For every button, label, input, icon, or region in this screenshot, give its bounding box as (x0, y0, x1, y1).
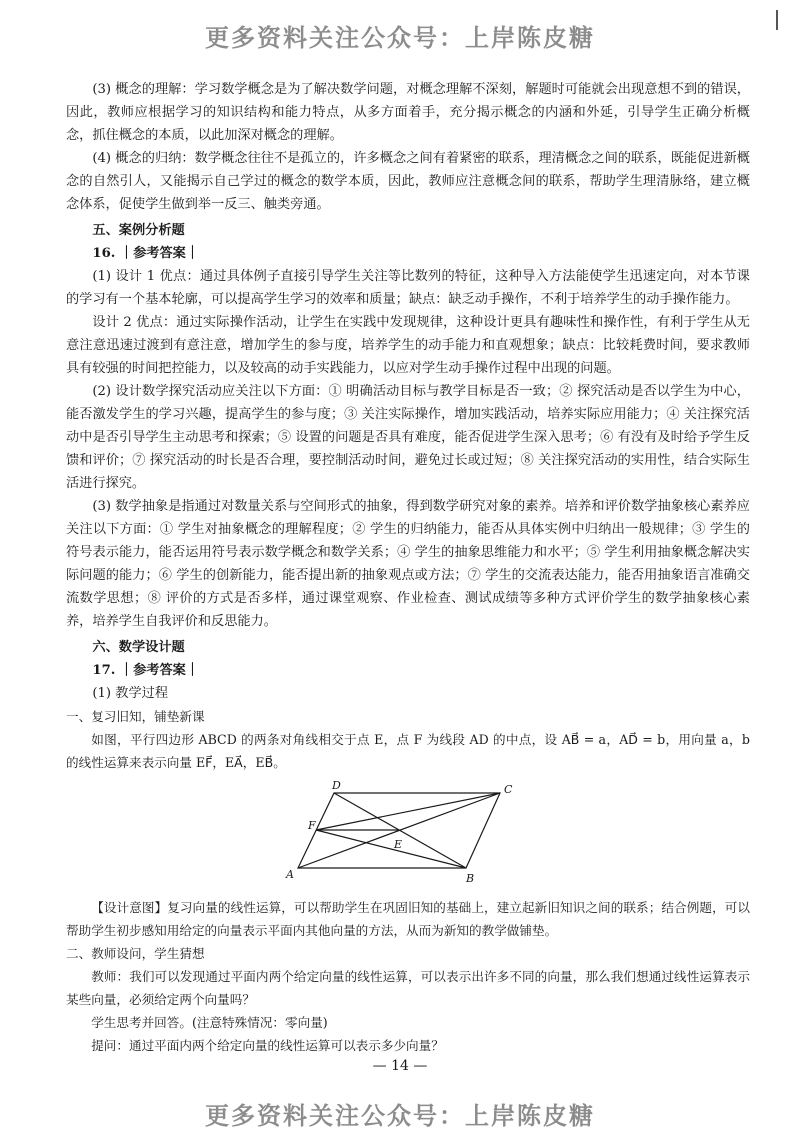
label-a: A (286, 868, 294, 881)
subheading-review: 一、复习旧知，铺垫新课 (66, 709, 205, 724)
parallelogram-figure (66, 778, 750, 890)
answer-label-16: 16. ｜参考答案｜ (92, 246, 200, 261)
paragraph-design-2: 设计 2 优点：通过实际操作活动，让学生在实践中发现规律，这种设计更具有趣味性和操作性，有利于学生从无意注意迅速过渡到有意注意，增加学生的参与度，培养学生的动手能力和直观想象；缺点：比较耗费时间，要求教师具有较强的时间把控能力，以及较高的动手实践能力，以应对学生动手操作过程中出现的问题。 (66, 315, 750, 376)
paragraph-example-problem: 如图，平行四边形 ABCD 的两条对角线相交于点 E，点 F 为线段 AD 的中点，设 AB⃗ = a，AD⃗ = b，用向量 a，b 的线性运算来表示向量 EF⃗，EA⃗，EB⃗。 (66, 732, 750, 770)
segment-fb (316, 830, 466, 868)
paragraph-exploration-activity: (2) 设计数学探究活动应关注以下方面：① 明确活动目标与教学目标是否一致；② 探究活动是否以学生为中心，能否激发学生的学习兴趣，提高学生的参与度；③ 关注实际操作，增加实践活动，培养实际应用能力；④ 关注探究活动中是否引导学生主动思考和探索；⑤ 设置的问题是否具有难度，能否促进学生深入思考；⑥ 有没有及时给予学生反馈和评价；⑦ 探究活动的时长是否合理，要控制活动时间，避免过长或过短；⑧ 关注探究活动的实用性，结合实际生活进行探究。 (66, 384, 750, 491)
label-b: B (466, 872, 475, 885)
paragraph-design-intent: 【设计意图】复习向量的线性运算，可以帮助学生在巩固旧知的基础上，建立起新旧知识之间的联系；结合例题，可以帮助学生初步感知用给定的向量表示平面内其他向量的方法，从而为新知的教学做铺垫。 (66, 900, 750, 938)
label-c: C (504, 783, 513, 796)
paragraph-design-1: (1) 设计 1 优点：通过具体例子直接引导学生关注等比数列的特征，这种导入方法能使学生迅速定向，对本节课的学习有一个基本轮廓，可以提高学生学习的效率和质量；缺点：缺乏动手操作，不利于培养学生的动手操作能力。 (66, 269, 750, 307)
watermark-top: 更多资料关注公众号：上岸陈皮糖 (205, 24, 595, 52)
section-heading-case-analysis: 五、案例分析题 (92, 223, 185, 238)
paragraph-concept-understanding: (3) 概念的理解：学习数学概念是为了解决数学问题，对概念理解不深刻，解题时可能就会出现意想不到的错误，因此，教师应根据学习的知识结构和能力特点，从多方面着手，充分揭示概念的内涵和外延，引导学生正确分析概念，抓住概念的本质，以此加深对概念的理解。 (66, 82, 750, 143)
paragraph-question: 提问：通过平面内两个给定向量的线性运算可以表示多少向量？ (91, 1038, 444, 1053)
label-f: F (308, 819, 316, 832)
label-e: E (394, 838, 403, 851)
paragraph-math-abstraction: (3) 数学抽象是指通过对数量关系与空间形式的抽象，得到数学研究对象的素养。培养和评价数学抽象核心素养应关注以下方面：① 学生对抽象概念的理解程度；② 学生的归纳能力，能否从具体实例中归纳出一般规律；③ 学生的符号表示能力，能否运用符号表示数学概念和数学关系；④ 学生的抽象思维能力和水平；⑤ 学生利用抽象概念解决实际问题的能力；⑥ 学生的创新能力，能否提出新的抽象观点或方法；⑦ 学生的交流表达能力，能否用抽象语言准确交流数学思想；⑧ 评价的方式是否多样，通过课堂观察、作业检查、测试成绩等多种方式评价学生的数学抽象核心素养，培养学生自我评价和反思能力。 (66, 499, 750, 629)
paragraph-teacher-prompt: 教师：我们可以发现通过平面内两个给定向量的线性运算，可以表示出许多不同的向量，那么我们想通过线性运算表示某些向量，必须给定两个向量吗？ (66, 969, 750, 1007)
section-heading-teaching-design: 六、数学设计题 (92, 640, 185, 655)
page-number: — 14 — (372, 1058, 428, 1074)
paragraph-teaching-process: (1) 教学过程 (92, 686, 169, 701)
answer-label-17: 17. ｜参考答案｜ (92, 663, 200, 678)
page-content (66, 78, 750, 1057)
subheading-teacher-question: 二、教师设问，学生猜想 (66, 946, 205, 961)
watermark-bottom: 更多资料关注公众号：上岸陈皮糖 (205, 1102, 595, 1130)
label-d: D (332, 779, 341, 792)
paragraph-student-answer: 学生思考并回答。(注意特殊情况：零向量) (91, 1015, 328, 1030)
paragraph-concept-induction: (4) 概念的归纳：数学概念往往不是孤立的，许多概念之间有着紧密的联系，理清概念之间的联系，既能促进新概念的自然引人，又能揭示自己学过的概念的数学本质，因此，教师应注意概念间的联系，帮助学生理清脉络，建立概念体系，促使学生做到举一反三、触类旁通。 (66, 151, 750, 212)
